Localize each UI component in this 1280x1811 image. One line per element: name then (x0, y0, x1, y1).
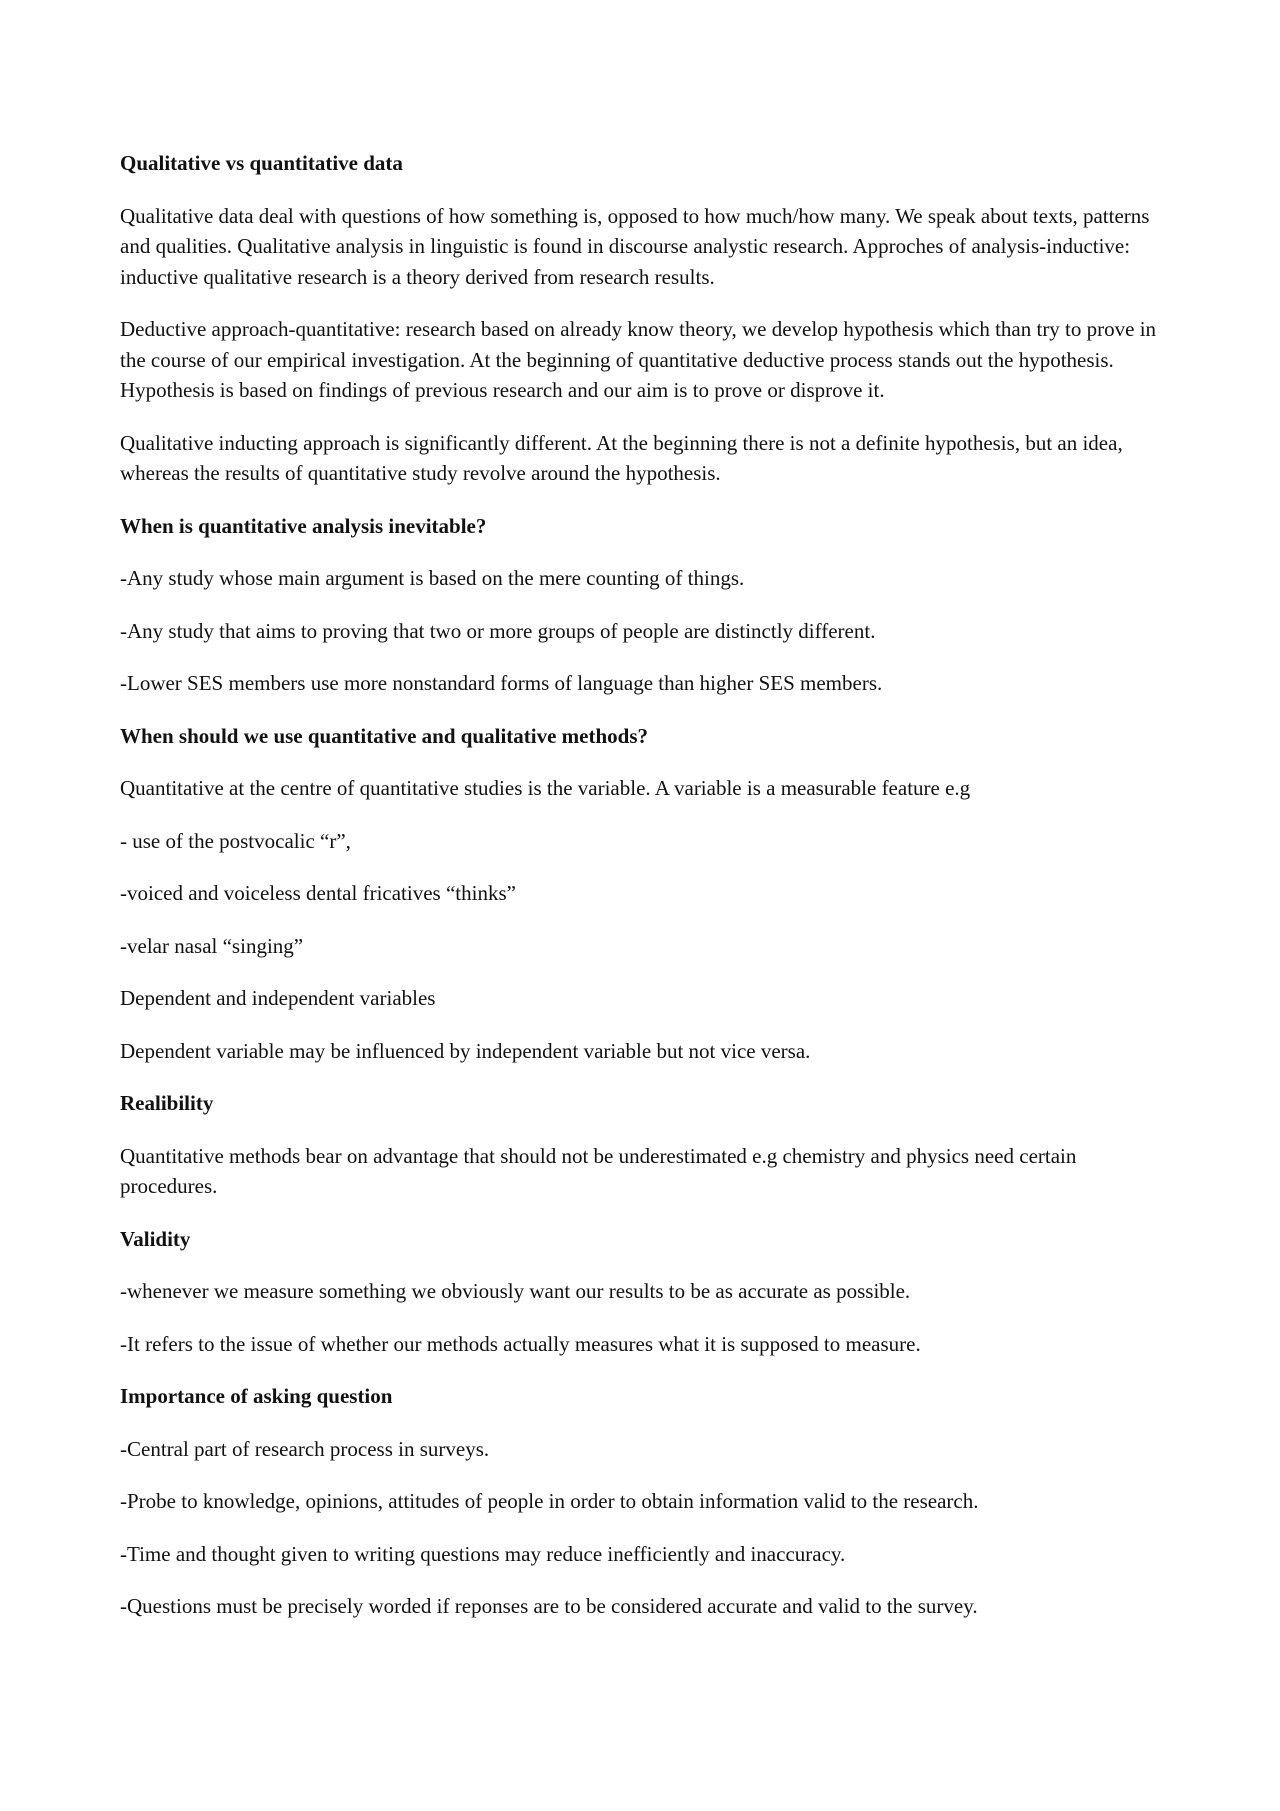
paragraph: Quantitative methods bear on advantage that should not be underestimated e.g chemistry and physics need certain procedures. (120, 1143, 1077, 1198)
paragraph: Qualitative data deal with questions of how something is, opposed to how much/how many. We speak about texts, patterns and qualities. Qualitative analysis in linguistic is found in discourse analystic research. Approches of analysis-inductive: inductive qualitative research is a theory derived from research results. (120, 203, 1150, 289)
section-heading: Importance of asking question (120, 1384, 393, 1408)
section-heading: When should we use quantitative and qualitative methods? (120, 723, 649, 748)
section-heading: Realibility (120, 1091, 214, 1115)
document-page (120, 148, 1165, 1644)
list-item: -Any study whose main argument is based on the mere counting of things. (120, 566, 745, 590)
list-item: - use of the postvocalic “r”, (120, 828, 351, 853)
list-item: -velar nasal “singing” (120, 933, 304, 958)
list-item: -Any study that aims to proving that two or more groups of people are distinctly different. (120, 618, 876, 643)
paragraph: Dependent and independent variables (120, 986, 436, 1010)
list-item: -Lower SES members use more nonstandard forms of language than higher SES members. (120, 671, 883, 695)
list-item: -It refers to the issue of whether our methods actually measures what it is supposed to measure. (120, 1331, 921, 1356)
list-item: -Time and thought given to writing questions may reduce inefficiently and inaccuracy. (120, 1541, 846, 1566)
list-item: -Central part of research process in surveys. (120, 1436, 490, 1461)
paragraph: Dependent variable may be influenced by independent variable but not vice versa. (120, 1038, 811, 1063)
list-item: -whenever we measure something we obviously want our results to be as accurate as possible. (120, 1279, 911, 1303)
paragraph: Deductive approach-quantitative: research based on already know theory, we develop hypothesis which than try to prove in the course of our empirical investigation. At the beginning of quantitative deductive process stands out the hypothesis. Hypothesis is based on findings of previous research and our aim is to prove or disprove it. (120, 317, 1157, 402)
paragraph: Qualitative inducting approach is significantly different. At the beginning there is not a definite hypothesis, but an idea, whereas the results of quantitative study revolve around the hypothesis. (120, 430, 1123, 485)
section-heading: Validity (120, 1226, 191, 1251)
section-heading: Qualitative vs quantitative data (120, 151, 403, 175)
list-item: -Questions must be precisely worded if reponses are to be considered accurate and valid to the survey. (120, 1594, 978, 1618)
paragraph: Quantitative at the centre of quantitative studies is the variable. A variable is a measurable feature e.g (120, 776, 971, 800)
list-item: -Probe to knowledge, opinions, attitudes of people in order to obtain information valid to the research. (120, 1489, 979, 1513)
list-item: -voiced and voiceless dental fricatives “thinks” (120, 881, 516, 905)
section-heading: When is quantitative analysis inevitable? (120, 513, 487, 538)
